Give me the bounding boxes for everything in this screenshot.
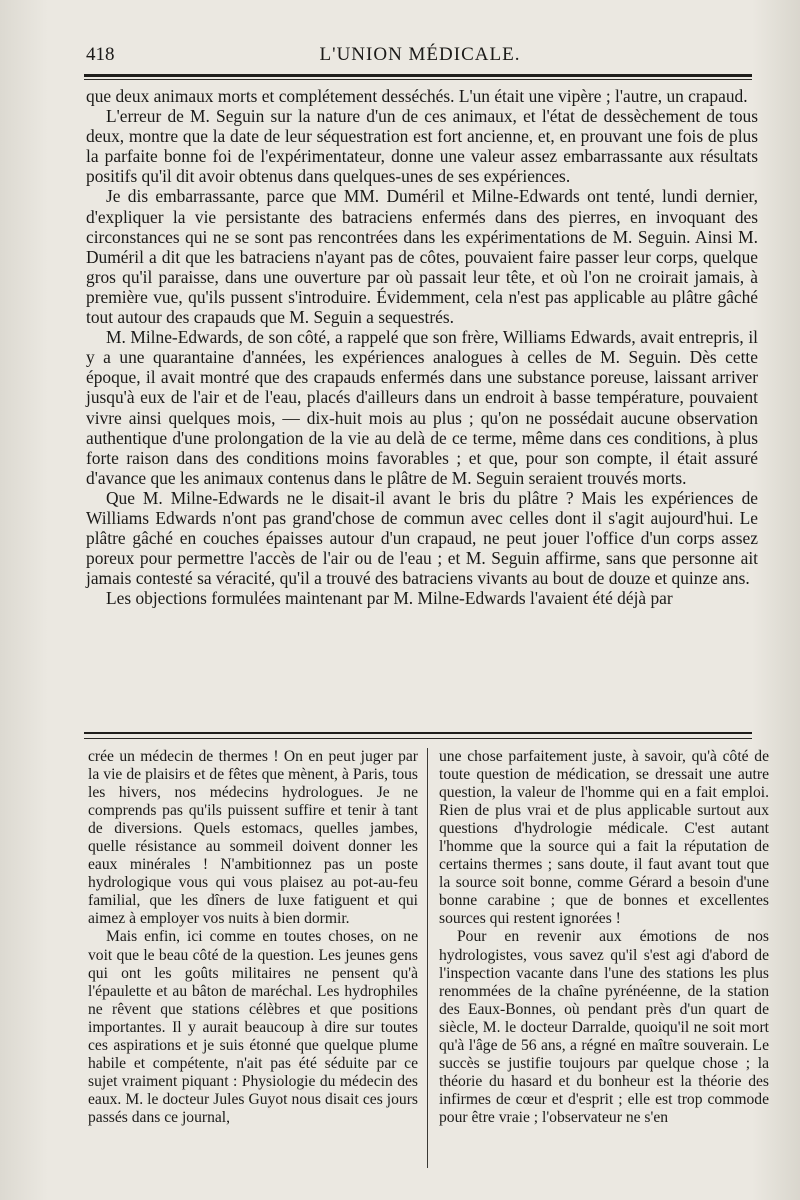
article-paragraph: L'erreur de M. Seguin sur la nature d'un de ces animaux, et l'état de dessèchement de tous deux, montre que la date de leur séquestration est fort ancienne, et, en prouvant une fois de plus la parfaite bonne foi de l'expérimentateur, donne une valeur assez embarrassante aux résultats positifs qu'il dit avoir obtenus dans quelques-unes de ses expériences. xyxy=(86,106,758,187)
feuilleton-rule xyxy=(84,732,752,734)
feuilleton-paragraph: crée un médecin de thermes ! On en peut juger par la vie de plaisirs et de fêtes que mènent, à Paris, tous les hivers, nos médecins hydrologues. Je ne comprends pas qu'ils puissent suffire et tenir à tant de diversions. Quels estomacs, quelles jambes, quelle résistance au sommeil doivent donner les eaux minérales ! N'ambitionnez pas un poste hydrologique vous qui vous plaisez au pot-au-feu familial, que les dîners de luxe fatiguent et qui aimez à employer vos nuits à bien dormir. xyxy=(88,748,418,928)
article-paragraph: Que M. Milne-Edwards ne le disait-il avant le bris du plâtre ? Mais les expériences de Williams Edwards n'ont pas grand'chose de commun avec celles dont il s'agit aujourd'hui. Le plâtre gâché en couches épaisses autour d'un crapaud, ne peut jouer l'office d'un corps assez poreux pour permettre l'accès de l'air ou de l'eau ; et M. Seguin affirme, sans que personne ait jamais contesté sa véracité, qu'il a trouvé des batraciens vivants au bout de douze et quinze ans. xyxy=(86,487,758,589)
header-rule-thin xyxy=(84,79,752,80)
article-paragraph: M. Milne-Edwards, de son côté, a rappelé que son frère, Williams Edwards, avait entrepris, il y a une quarantaine d'années, les expériences analogues à celles de M. Seguin. Dès cette époque, il avait montré que des crapauds enfermés dans une substance poreuse, laissant arriver jusqu'à eux de l'air et de l'eau, placés d'ailleurs dans un endroit à basse température, pouvaient vivre ainsi quelques mois, — dix-huit mois au plus ; qu'on ne possédait aucune observation authentique d'une prolongation de la vie au delà de ce terme, même dans ces conditions, à plus forte raison dans des conditions moins favorables ; et que, pour son compte, il était assuré d'avance que les animaux contenus dans le plâtre de M. Seguin seraient trouvés morts. xyxy=(86,327,758,488)
feuilleton-paragraph: une chose parfaitement juste, à savoir, qu'à côté de toute question de médication, se dressait une autre question, la valeur de l'homme qui en a fait emploi. Rien de plus vrai et de plus applicable surtout aux questions d'hydrologie médicale. C'est autant l'homme que la source qui a fait la réputation de certains thermes ; sans doute, il faut avant tout que la source soit bonne, comme Gérard a besoin d'une bonne carabine ; que de bonnes et excellentes sources qui restent ignorées ! xyxy=(439,748,769,928)
feuilleton-left-column xyxy=(88,748,418,1127)
feuilleton-right-column xyxy=(439,748,769,1127)
feuilleton-paragraph: Pour en revenir aux émotions de nos hydrologistes, vous savez qu'il s'est agi d'abord de l'inspection vacante dans l'une des stations les plus renommées de la chaîne pyrénéenne, de la station des Eaux-Bonnes, où pendant près d'un quart de siècle, M. le docteur Darralde, quoiqu'il ne soit mort qu'à l'âge de 56 ans, a régné en maître souverain. Le succès se justifie toujours par quelque chose ; la théorie du hasard et du bonheur est la théorie des infirmes de cœur et d'esprit ; elle est trop commode pour être vraie ; l'observateur ne s'en xyxy=(439,928,769,1126)
article-paragraph: Les objections formulées maintenant par M. Milne-Edwards l'avaient été déjà par xyxy=(106,588,673,609)
main-article xyxy=(86,86,758,608)
feuilleton-paragraph: Mais enfin, ici comme en toutes choses, on ne voit que le beau côté de la question. Les jeunes gens qui ont les goûts militaires ne pensent qu'à l'épaulette et au bâton de maréchal. Les hydrophiles ne rêvent que stations célèbres et que positions importantes. Il y aurait beaucoup à dire sur toutes ces aspirations et je suis étonné que quelque plume habile et compétente, n'ait pas été séduite par ce sujet vraiment piquant : Physiologie du médecin des eaux. M. le docteur Jules Guyot nous disait ces jours passés dans ce journal, xyxy=(88,928,418,1126)
header-rule xyxy=(84,74,752,77)
column-divider xyxy=(427,748,428,1168)
feuilleton-rule-thin xyxy=(84,738,752,739)
article-paragraph: que deux animaux morts et complétement desséchés. L'un était une vipère ; l'autre, un crapaud. xyxy=(86,86,748,106)
article-paragraph: Je dis embarrassante, parce que MM. Duméril et Milne-Edwards ont tenté, lundi dernier, d'expliquer la vie persistante des batraciens enfermés dans des pierres, en invoquant des circonstances qui ne se sont pas rencontrées dans les expérimentations de M. Seguin. Ainsi M. Duméril a dit que les batraciens n'ayant pas de côtes, pouvaient faire passer leur corps, quelque gros qu'il paraisse, dans une ouverture par où passait leur tête, et où l'on ne croirait jamais, à première vue, qu'ils pussent s'introduire. Évidemment, cela n'est pas applicable au plâtre gâché tout autour des crapauds que M. Seguin a sequestrés. xyxy=(86,186,758,328)
journal-title: L'UNION MÉDICALE. xyxy=(319,44,521,65)
page-number: 418 xyxy=(86,44,115,65)
page-header xyxy=(84,44,756,74)
